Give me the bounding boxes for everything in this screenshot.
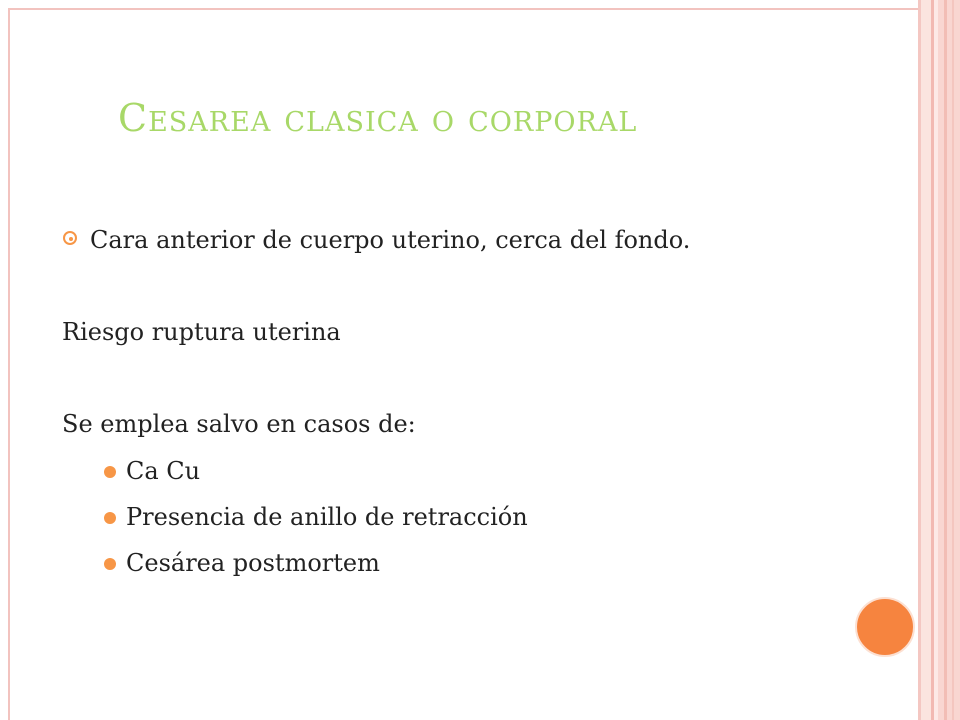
decorative-circle: [855, 597, 915, 657]
slide-title: Cesarea clasica o corporal: [118, 96, 638, 140]
sub-item: Presencia de anillo de retracción: [126, 503, 528, 531]
sub-item: Ca Cu: [126, 457, 201, 485]
bullet-main-text: Cara anterior de cuerpo uterino, cerca del fondo.: [90, 226, 691, 254]
decorative-stripe: [944, 0, 947, 720]
bullet-ring-icon: [63, 231, 77, 245]
bullet-dot-icon: [104, 466, 116, 478]
risk-text: Riesgo ruptura uterina: [62, 318, 341, 346]
bullet-dot-icon: [104, 512, 116, 524]
decorative-stripe: [952, 0, 954, 720]
usage-text: Se emplea salvo en casos de:: [62, 410, 416, 438]
decorative-stripe: [938, 0, 960, 720]
decorative-stripe: [921, 0, 931, 720]
sub-item: Cesárea postmortem: [126, 549, 380, 577]
bullet-dot-icon: [104, 558, 116, 570]
